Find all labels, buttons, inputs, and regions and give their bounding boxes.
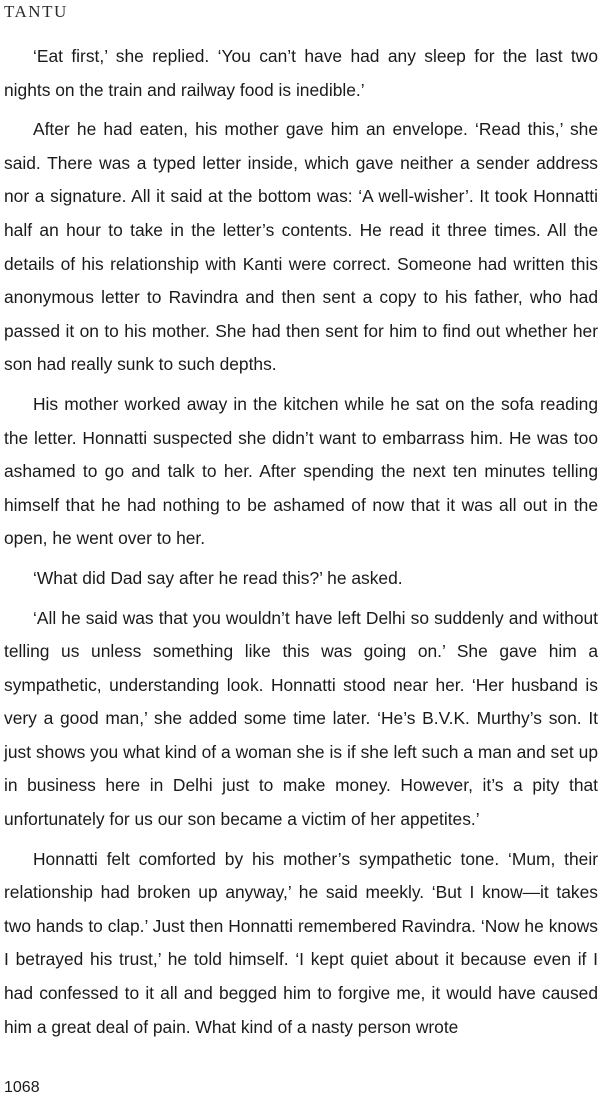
paragraph: ‘All he said was that you wouldn’t have left Delhi so suddenly and without telling us unless something like this was going on.’ She gave him a sympathetic, understanding look. Honnatti stood near her. ‘Her husband is very a good man,’ she added some time later. ‘He’s B.V.K. Murthy’s son. It just shows you what kind of a woman she is if she left such a man and set up in business here in Delhi just to make money. However, it’s a pity that unfortunately for us our son became a victim of her appetites.’ [4, 607, 598, 830]
paragraph: Honnatti felt comforted by his mother’s sympathetic tone. ‘Mum, their relationship had broken up anyway,’ he said meekly. ‘But I know—it takes two hands to clap.’ Just then Honnatti remembered Ravindra. ‘Now he knows I betrayed his trust,’ he told himself. ‘I kept quiet about it because even if I had confessed to it all and begged him to forgive me, it would have caused him a great deal of pain. What kind of a nasty person wrote [4, 848, 598, 1037]
page-number: 1068 [4, 1079, 40, 1096]
paragraph: ‘What did Dad say after he read this?’ he asked. [33, 567, 403, 588]
body-text [4, 40, 598, 1050]
paragraph: His mother worked away in the kitchen while he sat on the sofa reading the letter. Honnatti suspected she didn’t want to embarrass him. He was too ashamed to go and talk to her. After spending the next ten minutes telling himself that he had nothing to be ashamed of now that it was all out in the open, he went over to her. [4, 393, 598, 549]
paragraph: ‘Eat first,’ she replied. ‘You can’t have had any sleep for the last two nights on the train and railway food is inedible.’ [4, 46, 598, 100]
paragraph: After he had eaten, his mother gave him an envelope. ‘Read this,’ she said. There was a typed letter inside, which gave neither a sender address nor a signature. All it said at the bottom was: ‘A well-wisher’. It took Honnatti half an hour to take in the letter’s contents. He read it three times. All the details of his relationship with Kanti were correct. Someone had written this anonymous letter to Ravindra and then sent a copy to his father, who had passed it on to his mother. She had then sent for him to find out whether her son had really sunk to such depths. [4, 119, 598, 375]
running-head: TANTU [4, 2, 68, 21]
